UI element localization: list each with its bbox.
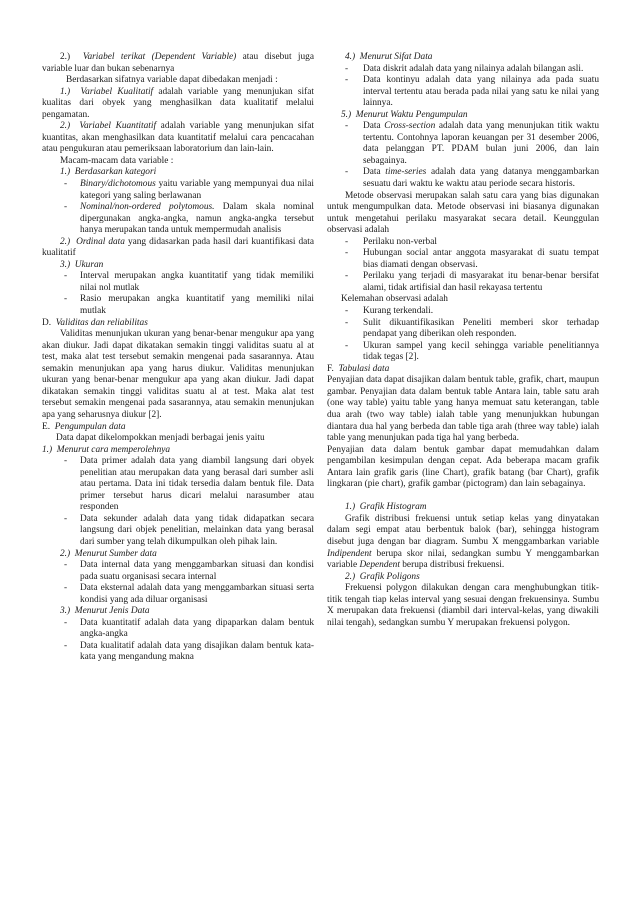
right-paragraph-9: - Perilaku yang terjadi di masyarakat itu benar-benar bersifat alami, tidak artifisial dan hasil rekayasa tertentu (327, 271, 599, 294)
left-paragraph-21: - Data eksternal adalah data yang menggambarkan situasi serta kondisi yang ada diluar organisasi (42, 583, 314, 606)
right-paragraph-13: - Ukuran sampel yang kecil sehingga variable penelitiannya tidak tegas [2]. (327, 341, 599, 364)
left-paragraph-20: - Data internal data yang menggambarkan situasi dan kondisi pada suatu organisasi secara internal (42, 560, 314, 583)
right-paragraph-1: - Data diskrit adalah data yang nilainya adalah bilangan asli. (327, 64, 599, 76)
right-paragraph-14: F. Tabulasi data (327, 363, 390, 374)
right-paragraph-10: Kelemahan observasi adalah (341, 294, 448, 305)
left-paragraph-6: - Binary/dichotomous yaitu variable yang mempunyai dua nilai kategori yang saling berlawanan (42, 179, 314, 202)
left-paragraph-11: - Rasio merupakan angka kuantitatif yang memiliki nilai mutlak (42, 294, 314, 317)
left-paragraph-10: - Interval merupakan angka kuantitatif yang tidak memiliki nilai nol mutlak (42, 271, 314, 294)
left-paragraph-22: 3.) Menurut Jenis Data (60, 606, 150, 617)
left-column (42, 52, 314, 664)
left-paragraph-24: - Data kualitatif adalah data yang disajikan dalam bentuk kata-kata yang mengandung makna (42, 641, 314, 664)
left-paragraph-19: 2.) Menurut Sumber data (60, 548, 157, 559)
right-paragraph-8: - Hubungan social antar anggota masyarakat di suatu tempat bias diamati dengan observasi. (327, 248, 599, 271)
right-paragraph-6: Metode observasi merupakan salah satu cara yang bias digunakan untuk mengumpulkan data. Metode observasi ini biasanya digunakan untuk mengetahui perilaku masyarakat secara detail. Keunggulan observasi adalah (327, 190, 599, 236)
right-paragraph-4: - Data Cross-section adalah data yang menunjukan titik waktu tertentu. Contohnya laporan keuangan per 31 desember 2006, data pelanggan PT. PDAM bulan juni 2006, dan lain sebagainya. (327, 121, 599, 167)
left-paragraph-4: Macam-macam data variable : (60, 155, 174, 166)
left-paragraph-23: - Data kuantitatif adalah data yang dipaparkan dalam bentuk angka-angka (42, 618, 314, 641)
right-paragraph-17 (327, 491, 599, 503)
left-paragraph-0: 2.) Variabel terikat (Dependent Variable) atau disebut juga variable luar dan bukan sebenarnya (42, 52, 314, 74)
right-paragraph-21: Frekuensi polygon dilakukan dengan cara menghubungkan titik-titik tengah tiap kelas interval yang sesuai dengan frekuensinya. Sumbu X merupakan data frekuensi (diambil dari interval-kelas, yang diwakili nilai tengah), sedangkan sumbu Y merupakan frekuensi polygon. (327, 583, 599, 628)
left-paragraph-7: - Nominal/non-ordered polytomous. Dalam skala nominal dipergunakan angka-angka, namun angka-angka tersebut hanya merupakan tanda untuk mempermudah analisis (42, 202, 314, 237)
right-paragraph-5: - Data time-series adalah data yang datanya menggambarkan sesuatu dari waktu ke waktu atau periode secara historis. (327, 167, 599, 190)
left-paragraph-12: D. Validitas dan reliabilitas (42, 317, 148, 328)
right-paragraph-2: - Data kontinyu adalah data yang nilainya ada pada suatu interval tertentu atau berada pada nilai yang satu ke nilai yang lainnya. (327, 75, 599, 110)
left-paragraph-15: Data dapat dikelompokkan menjadi berbagai jenis yaitu (56, 433, 265, 444)
left-paragraph-18: - Data sekunder adalah data yang tidak didapatkan secara langsung dari objek penelitian, melainkan data yang berasal dari sumber yang telah dikumpulkan oleh pihak lain. (42, 514, 314, 549)
right-paragraph-19: Grafik distribusi frekuensi untuk setiap kelas yang dinyatakan dalam segi empat atau berbentuk balok (bar), sehingga histogram disebut juga dengan bar diagram. Sumbu X menggambarkan variable Indipendent berupa skor nilai, sedangkan sumbu Y menggambarkan variable Dependent berupa distribusi frekuensi. (327, 513, 599, 571)
right-paragraph-20: 2.) Grafik Poligons (345, 571, 420, 582)
right-paragraph-18: 1.) Grafik Histogram (345, 502, 427, 513)
left-paragraph-5: 1.) Berdasarkan kategori (60, 167, 157, 178)
right-paragraph-11: - Kurang terkendali. (327, 306, 599, 318)
left-paragraph-17: - Data primer adalah data yang diambil langsung dari obyek penelitian atau merupakan data yang berasal dari sumber asli atau pertama. Data ini tidak tersedia dalam bentuk file. Data primer tersebut harus dicari melalui narasumber atau responden (42, 456, 314, 514)
left-paragraph-2: 1.) Variabel Kualitatif adalah variable yang menunjukan sifat kualitas dari obyek yang menghasilkan data kualitatif melalui pengamatan. (42, 86, 314, 120)
left-paragraph-8: 2.) Ordinal data yang didasarkan pada hasil dari kuantifikasi data kualitatif (42, 236, 315, 259)
left-paragraph-9: 3.) Ukuran (60, 259, 104, 270)
left-paragraph-16: 1.) Menurut cara memperolehnya (42, 444, 171, 455)
right-paragraph-0: 4.) Menurut Sifat Data (345, 52, 433, 62)
left-paragraph-1: Berdasarkan sifatnya variable dapat dibedakan menjadi : (66, 75, 278, 86)
right-paragraph-7: - Perilaku non-verbal (327, 237, 599, 249)
right-paragraph-12: - Sulit dikuantifikasikan Peneliti memberi skor terhadap pendapat yang diberikan oleh responden. (327, 318, 599, 341)
left-paragraph-14: E. Pengumpulan data (42, 421, 126, 432)
right-paragraph-15: Penyajian data dapat disajikan dalam bentuk table, grafik, chart, maupun gambar. Penyajian data dalam bentuk table Antara lain, table satu arah (one way table) yaitu table yang hanya memuat satu keterangan, table dua arah (two way table) ialah table yang menunjukkan hubungan diantara dua hal yang berbeda dan table tiga arah (three way table) ialah table yang menunjukan pada tiga hal yang berbeda. (327, 375, 599, 444)
left-paragraph-3: 2.) Variabel Kuantitatif adalah variable yang menunjukan sifat kuantitas, akan menghasilkan data kuantitatif melalui cara pencacahan atau pengukuran atau pemeriksaan laboratorium dan lain-lain. (42, 121, 314, 155)
right-column (327, 52, 599, 629)
right-paragraph-16: Penyajian data dalam bentuk gambar dapat memudahkan dalam pengambilan kesimpulan dengan cepat. Ada beberapa macam grafik Antara lain grafik garis (line Chart), grafik batang (bar Chart), grafik lingkaran (pie chart), grafik gambar (pictogram) dan lain sebagainya. (327, 444, 599, 490)
left-paragraph-13: Validitas menunjukan ukuran yang benar-benar mengukur apa yang akan diukur. Jadi dapat dikatakan semakin tinggi validitas suatu al at test, maka alat test tersebut semakin mengenai pada sasarannya. Atau semakin menunjukan apa yang harus diukur. Validitas menunjukan ukuran yang benar-benar mengukur apa yang akan diukur. Jadi dapat dikatakan semakin tinggi validitas suatu al at test. Maka alat test tersebut semakin mengenai pada sasarannya, atau semakin menunjukan apa yang seharusnya diukur [2]. (42, 329, 314, 420)
right-paragraph-3: 5.) Menurut Waktu Pengumpulan (341, 109, 468, 120)
